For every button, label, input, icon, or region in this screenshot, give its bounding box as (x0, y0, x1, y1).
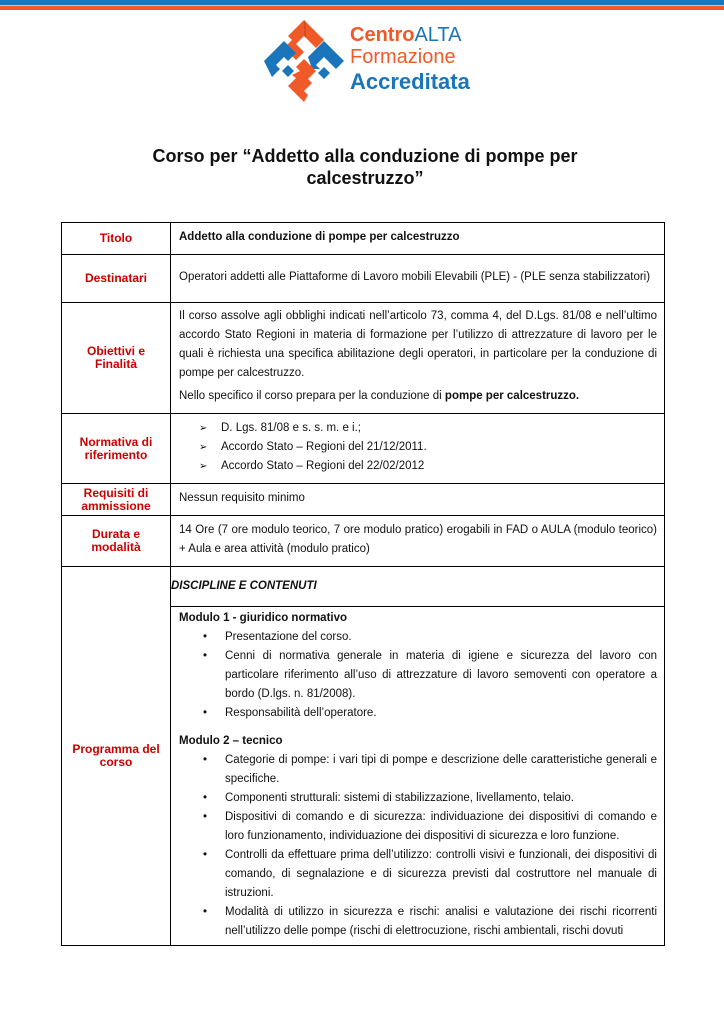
dot-bullet-icon: • (203, 631, 208, 643)
row-label-obiettivi-line2: Finalità (94, 357, 137, 371)
row-label-titolo: Titolo (62, 223, 171, 255)
page-title (60, 145, 670, 189)
list-item (201, 789, 657, 808)
list-item-text: Accordo Stato – Regioni del 22/02/2012 (221, 459, 425, 472)
row-label-obiettivi-line1: Obiettivi e (86, 344, 145, 358)
obiettivi-paragraph-2-text: Nello specifico il corso prepara per la conduzione di (179, 390, 445, 402)
obiettivi-value (171, 303, 665, 414)
row-label-durata (62, 516, 171, 567)
page-title-line2: calcestruzzo” (306, 168, 424, 188)
dot-bullet-icon: • (203, 811, 208, 823)
arrow-bullet-icon: ➢ (199, 422, 208, 434)
row-label-normativa (62, 414, 171, 484)
course-title-value: Addetto alla conduzione di pompe per calcestruzzo (171, 223, 665, 255)
list-item (199, 457, 657, 476)
list-item-text: Accordo Stato – Regioni del 21/12/2011. (221, 440, 427, 453)
row-label-requisiti-line1: Requisiti di (83, 485, 149, 500)
table-row-titolo (62, 223, 665, 255)
list-item-text: Categorie di pompe: i vari tipi di pompe e descrizione delle caratteristiche generali e specifiche. (225, 754, 657, 785)
dot-bullet-icon: • (203, 906, 208, 918)
list-item (201, 628, 657, 647)
list-item-text: Responsabilità dell’operatore. (225, 707, 377, 719)
dot-bullet-icon: • (203, 754, 208, 766)
list-item-text: D. Lgs. 81/08 e s. s. m. e i.; (221, 421, 361, 434)
row-label-programma-line2: corso (99, 755, 133, 769)
dot-bullet-icon: • (203, 792, 208, 804)
module-1-list (179, 628, 657, 723)
logo-text-centro: Centro (350, 24, 415, 46)
cfa-diamond-logo-icon (262, 19, 346, 103)
list-item-text: Presentazione del corso. (225, 631, 352, 643)
row-label-obiettivi (62, 303, 171, 414)
discipline-heading: DISCIPLINE E CONTENUTI (171, 567, 665, 607)
module-2-list (179, 751, 657, 941)
destinatari-value: Operatori addetti alle Piattaforme di Lavoro mobili Elevabili (PLE) - (PLE senza stabilizzatori) (171, 255, 665, 303)
obiettivi-paragraph-2 (179, 387, 657, 406)
module-1 (179, 609, 657, 723)
list-item (201, 647, 657, 704)
row-label-normativa-line1: Normativa di (79, 434, 153, 449)
list-item (201, 751, 657, 789)
arrow-bullet-icon: ➢ (199, 460, 208, 472)
row-label-destinatari: Destinatari (62, 255, 171, 303)
list-item-text: Modalità di utilizzo in sicurezza e rischi: analisi e valutazione dei rischi ricorrenti nell’utilizzo delle pompe (rischi di elettrocuzione, rischi ambientali, rischi dovuti (225, 906, 657, 937)
table-row-obiettivi (62, 303, 665, 414)
table-row-normativa (62, 414, 665, 484)
arrow-bullet-icon: ➢ (199, 441, 208, 453)
header-orange-bar (0, 6, 724, 10)
obiettivi-paragraph-2-bold: pompe per calcestruzzo. (444, 390, 580, 402)
logo-wordmark (350, 25, 470, 93)
logo-text-alta: ALTA (414, 24, 462, 46)
row-label-programma (62, 567, 171, 946)
requisiti-value: Nessun requisito minimo (171, 484, 665, 516)
list-item-text: Cenni di normativa generale in materia di igiene e sicurezza del lavoro con particolare riferimento all’uso di attrezzature di lavoro semoventi con operatore a bordo (D.lgs. n. 81/2008). (225, 650, 657, 700)
programma-value (171, 607, 665, 946)
list-item (199, 438, 657, 457)
obiettivi-paragraph-1: Il corso assolve agli obblighi indicati nell’articolo 73, comma 4, del D.Lgs. 81/08 e nell’ultimo accordo Stato Regioni in materia di formazione per l’utilizzo di attrezzature di lavoro per le quali è richiesta una specifica abilitazione degli operatori, in particolare per la conduzione di pompe per calcestruzzo. (179, 310, 657, 379)
durata-value: 14 Ore (7 ore modulo teorico, 7 ore modulo pratico) erogabili in FAD o AULA (modulo teorico) + Aula e area attività (modulo pratico) (171, 516, 665, 567)
list-item (201, 808, 657, 846)
logo-text-accreditata: Accreditata (350, 69, 470, 94)
table-row-discipline-heading (62, 567, 665, 607)
normativa-value (171, 414, 665, 484)
list-item-text: Controlli da effettuare prima dell’utilizzo: controlli visivi e funzionali, dei dispositivi di comando, di segnalazione e di sicurezza previsti dal costruttore nel manuale di istruzioni. (225, 849, 657, 899)
list-item (201, 903, 657, 941)
module-1-title: Modulo 1 - giuridico normativo (179, 612, 348, 624)
dot-bullet-icon: • (203, 707, 208, 719)
module-2 (179, 732, 657, 941)
table-row-destinatari (62, 255, 665, 303)
row-label-normativa-line2: riferimento (84, 447, 148, 462)
logo (262, 19, 482, 103)
normativa-list (179, 419, 657, 476)
row-label-durata-line2: modalità (91, 540, 141, 554)
row-label-requisiti-line2: ammissione (81, 498, 151, 513)
module-2-title: Modulo 2 – tecnico (179, 735, 283, 747)
list-item-text: Componenti strutturali: sistemi di stabilizzazione, livellamento, telaio. (225, 792, 574, 804)
list-item (201, 846, 657, 903)
list-item (201, 704, 657, 723)
dot-bullet-icon: • (203, 650, 208, 662)
table-row-durata (62, 516, 665, 567)
row-label-programma-line1: Programma del (72, 742, 160, 756)
logo-text-formazione: Formazione (350, 46, 456, 68)
page-title-line1: Corso per “Addetto alla conduzione di pompe per (152, 146, 578, 166)
list-item (199, 419, 657, 438)
course-info-table (61, 222, 665, 946)
dot-bullet-icon: • (203, 849, 208, 861)
row-label-requisiti (62, 484, 171, 516)
table-row-requisiti (62, 484, 665, 516)
list-item-text: Dispositivi di comando e di sicurezza: individuazione dei dispositivi di comando e loro funzionamento, individuazione dei dispositivi di sicurezza e loro funzione. (225, 811, 657, 842)
row-label-durata-line1: Durata e (91, 527, 141, 541)
